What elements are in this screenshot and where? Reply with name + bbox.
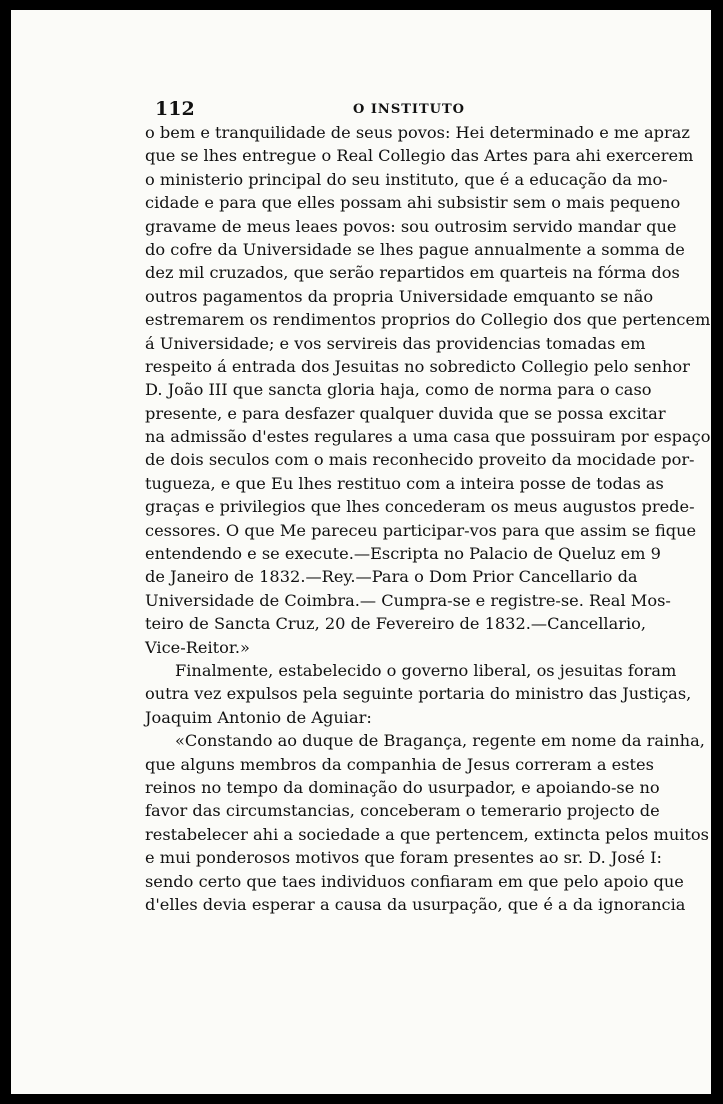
text-line: outros pagamentos da propria Universidade emquanto se não (145, 286, 654, 306)
text-line: cessores. O que Me pareceu participar-vos para que assim se fique (145, 520, 697, 540)
text-line: presente, e para desfazer qualquer duvida que se possa excitar (145, 403, 666, 423)
text-line: Vice-Reitor.» (145, 637, 250, 657)
text-line: d'elles devia esperar a causa da usurpação, que é a da ignorancia (145, 894, 686, 914)
text-line: reinos no tempo da dominação do usurpador, e apoiando-se no (145, 777, 660, 797)
text-line: de Janeiro de 1832.—Rey.—Para o Dom Prior Cancellario da (145, 567, 638, 587)
text-line: tugueza, e que Eu lhes restituo com a inteira posse de todas as (145, 473, 664, 493)
text-line: «Constando ao duque de Bragança, regente em nome da rainha, (175, 731, 705, 751)
text-line: Joaquim Antonio de Aguiar: (145, 707, 372, 727)
text-line: restabelecer ahi a sociedade a que pertencem, extincta pelos muitos (145, 824, 709, 844)
page-number: 112 (155, 98, 195, 120)
text-line: entendendo e se execute.—Escripta no Palacio de Queluz em 9 (145, 544, 661, 564)
text-line: dez mil cruzados, que serão repartidos em quarteis na fórma dos (145, 263, 680, 283)
text-line: favor das circumstancias, conceberam o temerario projecto de (145, 801, 660, 821)
text-line: teiro de Sancta Cruz, 20 de Fevereiro de 1832.—Cancellario, (145, 614, 647, 634)
text-line: á Universidade; e vos servireis das providencias tomadas em (145, 333, 646, 353)
text-line: D. João III que sancta gloria haja, como de norma para o caso (145, 380, 652, 400)
text-line: Universidade de Coimbra.— Cumpra-se e registre-se. Real Mos- (145, 590, 671, 610)
text-line: outra vez expulsos pela seguinte portaria do ministro das Justiças, (145, 684, 692, 704)
running-title: O INSTITUTO (353, 102, 465, 117)
text-line: graças e privilegios que lhes concederam os meus augustos prede- (145, 497, 695, 517)
text-line: o bem e tranquilidade de seus povos: Hei determinado e me apraz (145, 123, 690, 142)
body-text (145, 121, 711, 916)
text-line: e mui ponderosos motivos que foram presentes ao sr. D. José I: (145, 848, 662, 868)
text-line: sendo certo que taes individuos confiaram em que pelo apoio que (145, 871, 684, 891)
text-line: respeito á entrada dos Jesuitas no sobredicto Collegio pelo senhor (145, 356, 690, 376)
text-line: gravame de meus leaes povos: sou outrosim servido mandar que (145, 216, 677, 236)
text-line: do cofre da Universidade se lhes pague annualmente a somma de (145, 239, 685, 259)
text-line: que se lhes entregue o Real Collegio das Artes para ahi exercerem (145, 146, 694, 166)
page-header (155, 98, 641, 122)
text-line: que alguns membros da companhia de Jesus correram a estes (145, 754, 654, 774)
text-line: de dois seculos com o mais reconhecido proveito da mocidade por- (145, 450, 695, 470)
text-line: Finalmente, estabelecido o governo liberal, os jesuitas foram (175, 660, 677, 680)
text-line: cidade e para que elles possam ahi subsistir sem o mais pequeno (145, 193, 681, 213)
text-line: o ministerio principal do seu instituto, que é a educação da mo- (145, 169, 668, 189)
text-line: estremarem os rendimentos proprios do Collegio dos que pertencem (145, 310, 711, 330)
text-line: na admissão d'estes regulares a uma casa que possuiram por espaço (145, 427, 711, 447)
